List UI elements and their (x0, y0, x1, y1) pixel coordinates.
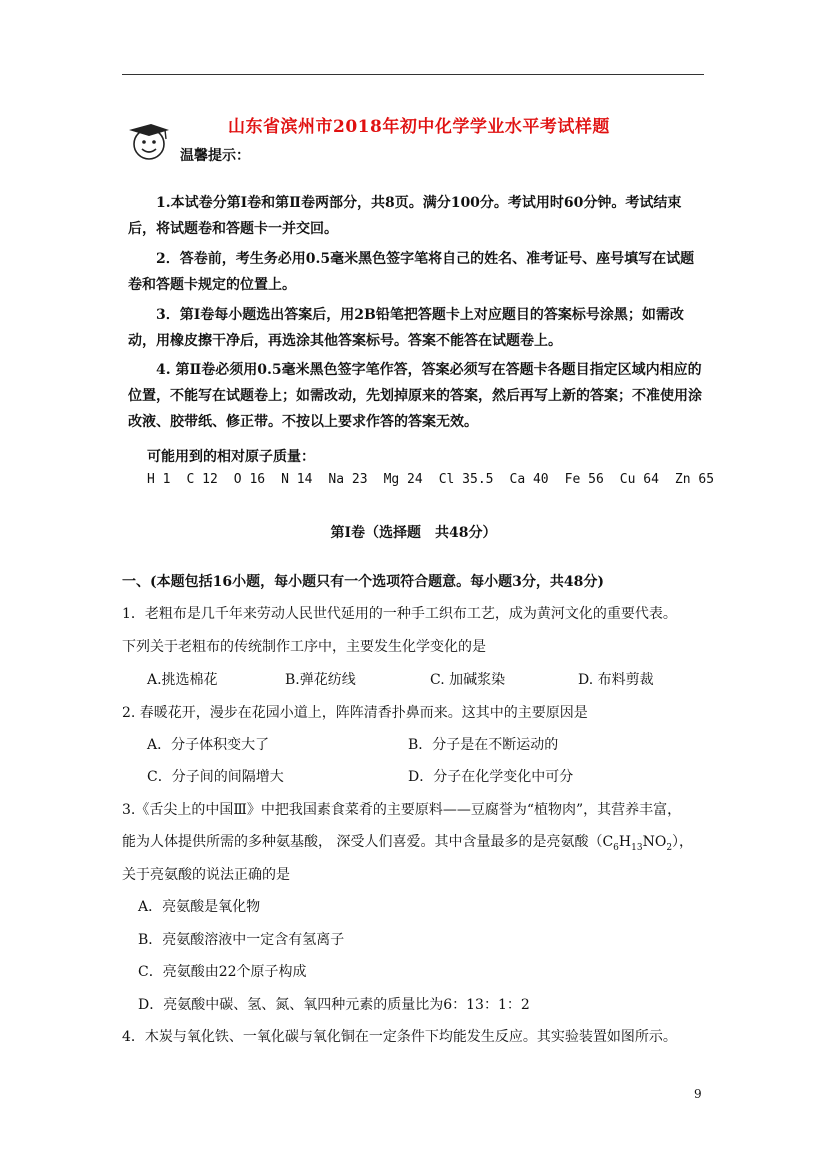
atomic-mass-heading: 可能用到的相对原子质量： (147, 449, 315, 465)
exam-title: 山东省滨州市2018年初中化学学业水平考试样题 (228, 117, 610, 137)
q3-line1: 3.《舌尖上的中国Ⅲ》中把我国素食菜肴的主要原料——豆腐誉为“植物肉”，其营养丰富， (122, 802, 682, 818)
q3-option-c: C．亮氨酸由22个原子构成 (138, 964, 307, 980)
atom-na: Na 23 (328, 472, 368, 487)
q2-line1: 2. 春暖花开，漫步在花园小道上，阵阵清香扑鼻而来。这其中的主要原因是 (122, 705, 588, 721)
q2-option-b: B．分子是在不断运动的 (408, 737, 559, 753)
atom-n: N 14 (281, 472, 313, 487)
q4-line1: 4．木炭与氧化铁、一氧化碳与氧化铜在一定条件下均能发生反应。其实验装置如图所示。 (122, 1029, 677, 1045)
atom-h: H 1 (147, 472, 171, 487)
formula-sub-h: 13 (631, 842, 643, 853)
q1-option-a: A.挑选棉花 (147, 672, 218, 688)
hint-4: 4. 第Ⅱ卷必须用0.5毫米黑色签字笔作答，答案必须写在答题卡各题目指定区域内相应的位置，不能写在试题卷上；如需改动，先划掉原来的答案，然后再写上新的答案；不准使用涂改液、胶带纸、修正带。不按以上要求作答的答案无效。 (128, 362, 702, 430)
hint-3: 3．第Ⅰ卷每小题选出答案后，用2B铅笔把答题卡上对应题目的答案标号涂黑；如需改动，用橡皮擦干净后，再选涂其他答案标号。答案不能答在试题卷上。 (128, 307, 684, 349)
smiley-graduate-icon (125, 120, 175, 162)
formula-sub-c: 6 (613, 842, 619, 853)
atom-o: O 16 (233, 472, 266, 487)
q3-line2 (122, 831, 693, 853)
q1-line2: 下列关于老粗布的传统制作工序中，主要发生化学变化的是 (122, 639, 486, 655)
atom-ca: Ca 40 (509, 472, 549, 487)
formula-sub-o: 2 (666, 842, 673, 853)
atom-fe: Fe 56 (564, 472, 604, 487)
q2-option-d: D．分子在化学变化中可分 (408, 769, 574, 785)
q1-option-b: B.弹花纺线 (285, 672, 356, 688)
hint-heading: 温馨提示： (180, 148, 250, 164)
q3-line2-end: ）， (672, 834, 694, 850)
hint-1: 1.本试卷分第Ⅰ卷和第Ⅱ卷两部分，共8页。满分100分。考试用时60分钟。考试结束后，将试题卷和答题卡一并交回。 (128, 195, 682, 237)
atom-c: C 12 (186, 472, 218, 487)
atom-zn: Zn 65 (674, 472, 715, 487)
atom-cu: Cu 64 (619, 472, 659, 487)
q2-option-a: A．分子体积变大了 (147, 737, 270, 753)
formula-no: NO (642, 834, 667, 850)
atomic-mass-list (147, 472, 715, 487)
q3-option-b: B．亮氨酸溶液中一定含有氢离子 (138, 932, 345, 948)
q3-line3: 关于亮氨酸的说法正确的是 (122, 867, 290, 883)
q1-line1: 1．老粗布是几千年来劳动人民世代延用的一种手工织布工艺，成为黄河文化的重要代表。 (122, 606, 677, 622)
atom-mg: Mg 24 (383, 472, 423, 487)
q2-option-c: C．分子间的间隔增大 (147, 769, 284, 785)
formula-h: H (618, 834, 632, 850)
q1-option-c: C. 加碱浆染 (430, 672, 506, 688)
header-rule (122, 74, 704, 75)
hint-2: 2．答卷前，考生务必用0.5毫米黑色签字笔将自己的姓名、准考证号、座号填写在试题卷和答题卡规定的位置上。 (128, 251, 695, 293)
q1-option-d: D. 布料剪裁 (578, 672, 654, 688)
page-number: 9 (694, 1087, 702, 1101)
q3-option-a: A．亮氨酸是氧化物 (138, 899, 261, 915)
q3-option-d: D．亮氨酸中碳、氢、氮、氧四种元素的质量比为6：13：1：2 (138, 997, 530, 1013)
part-title: 一、(本题包括16小题，每小题只有一个选项符合题意。每小题3分，共48分) (122, 574, 604, 590)
atom-cl: Cl 35.5 (438, 472, 494, 487)
q3-line2-text: 能为人体提供所需的多种氨基酸， 深受人们喜爱。其中含量最多的是亮氨酸（C (122, 834, 614, 850)
section-title: 第Ⅰ卷（选择题 共48分） (330, 525, 497, 541)
